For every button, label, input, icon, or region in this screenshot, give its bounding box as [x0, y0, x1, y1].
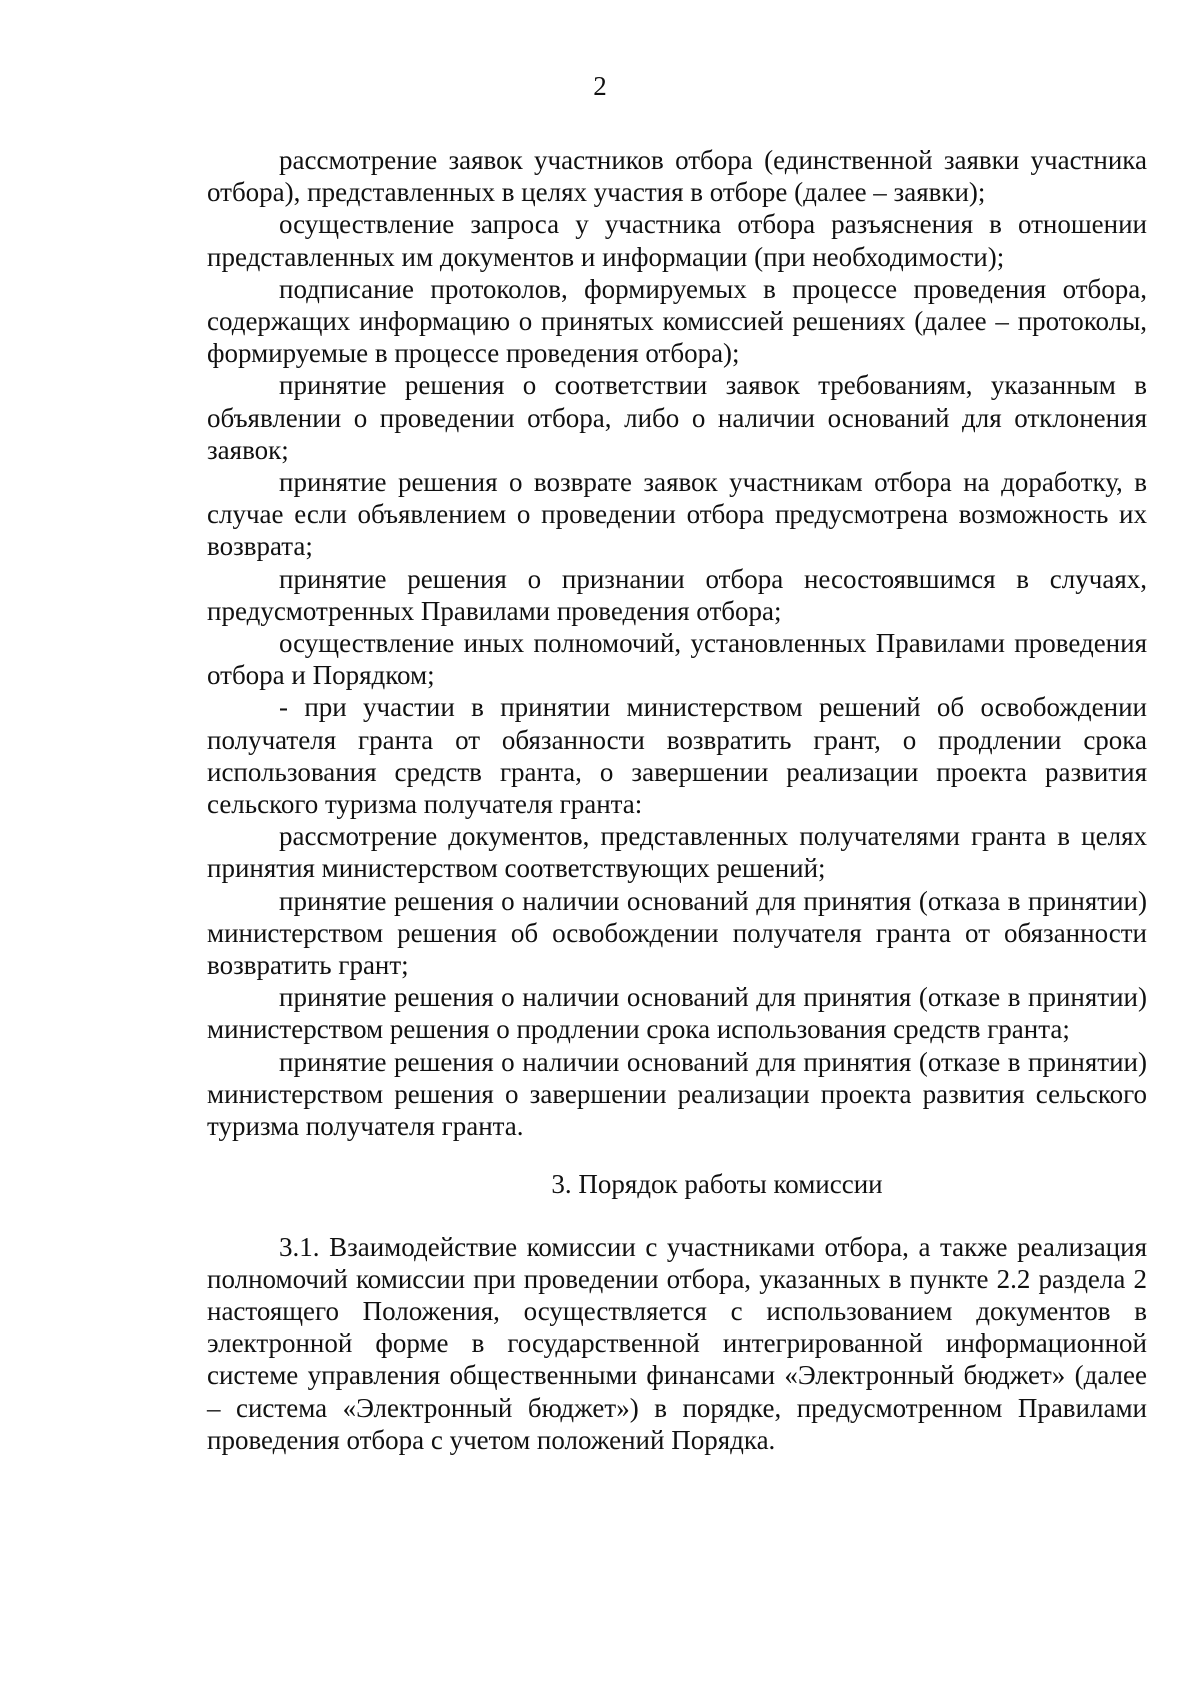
paragraph: принятие решения о соответствии заявок требованиям, указанным в объявлении о проведении отбора, либо о наличии оснований для отклонения заявок;	[207, 370, 1147, 465]
paragraph: осуществление иных полномочий, установленных Правилами проведения отбора и Порядком;	[207, 628, 1147, 691]
paragraph: рассмотрение заявок участников отбора (единственной заявки участника отбора), представленных в целях участия в отборе (далее – заявки);	[207, 145, 1147, 208]
paragraph: принятие решения о наличии оснований для принятия (отказе в принятии) министерством решения о завершении реализации проекта развития сельского туризма получателя гранта.	[207, 1046, 1147, 1142]
page-number: 2	[593, 71, 607, 101]
paragraph: осуществление запроса у участника отбора разъяснения в отношении представленных им документов и информации (при необходимости);	[207, 209, 1147, 272]
section-heading: 3. Порядок работы комиссии	[551, 1169, 883, 1200]
paragraph: - при участии в принятии министерством решений об освобождении получателя гранта от обязанности возвратить грант, о продлении срока использования средств гранта, о завершении реализации проекта развития сельского туризма получателя гранта:	[207, 692, 1147, 820]
paragraph: принятие решения о возврате заявок участникам отбора на доработку, в случае если объявлением о проведении отбора предусмотрена возможность их возврата;	[207, 467, 1147, 562]
section-paragraph: 3.1. Взаимодействие комиссии с участниками отбора, а также реализация полномочий комиссии при проведении отбора, указанных в пункте 2.2 раздела 2 настоящего Положения, осуществляется с использованием документов в электронной форме в государственной интегрированной информационной системе управления общественными финансами «Электронный бюджет» (далее – система «Электронный бюджет») в порядке, предусмотренном Правилами проведения отбора с учетом положений Порядка.	[207, 1231, 1147, 1455]
paragraph: принятие решения о признании отбора несостоявшимся в случаях, предусмотренных Правилами проведения отбора;	[207, 563, 1147, 626]
paragraph: принятие решения о наличии оснований для принятия (отказа в принятии) министерством решения об освобождении получателя гранта от обязанности возвратить грант;	[207, 885, 1147, 981]
paragraph: принятие решения о наличии оснований для принятия (отказе в принятии) министерством решения о продлении срока использования средств гранта;	[207, 982, 1147, 1045]
paragraph: подписание протоколов, формируемых в процессе проведения отбора, содержащих информацию о принятых комиссией решениях (далее – протоколы, формируемые в процессе проведения отбора);	[207, 273, 1147, 369]
document-body	[207, 144, 1147, 1456]
paragraph: рассмотрение документов, представленных получателями гранта в целях принятия министерством соответствующих решений;	[207, 821, 1147, 884]
